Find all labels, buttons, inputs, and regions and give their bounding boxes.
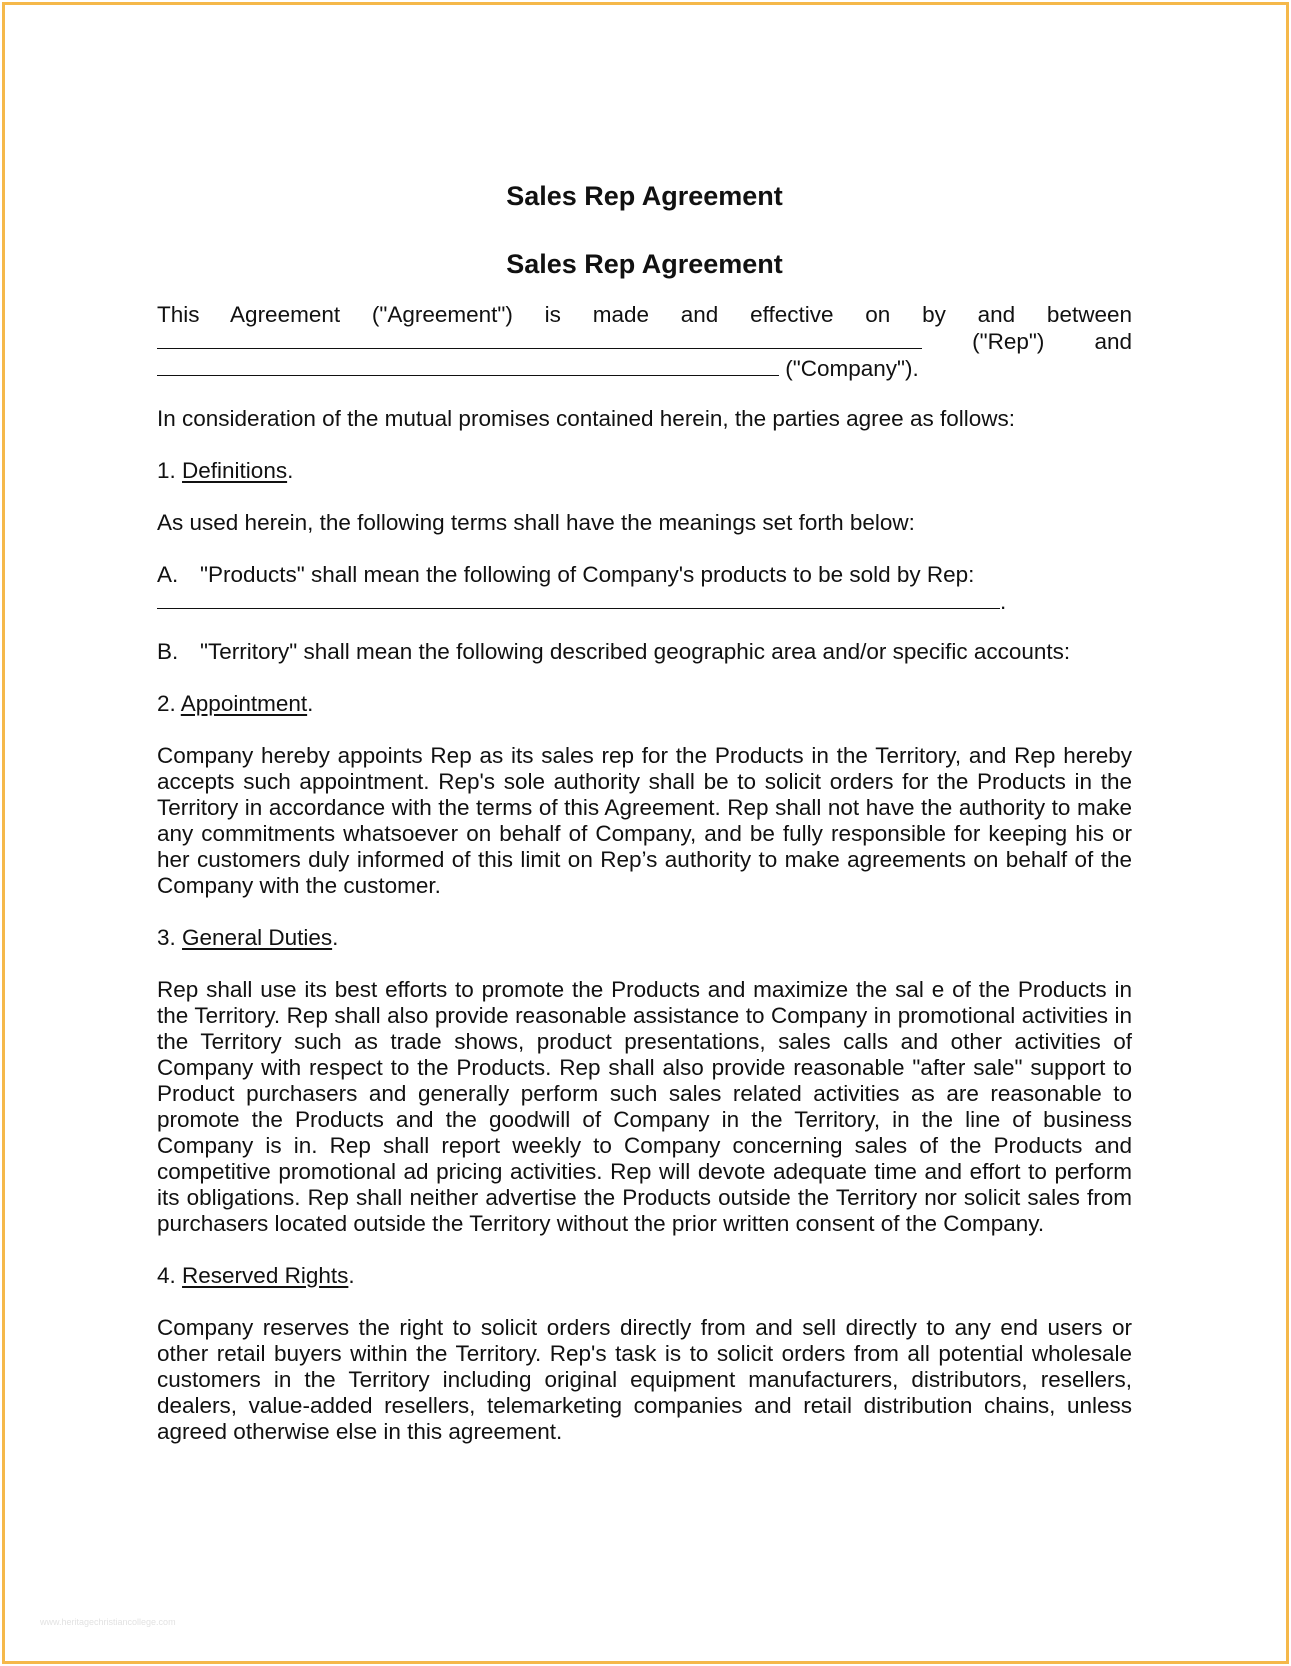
definition-item-territory	[157, 639, 1132, 665]
section-title: General Duties	[182, 925, 333, 950]
definition-text: "Territory" shall mean the following described geographic area and/or specific accounts:	[200, 639, 1071, 664]
products-blank-line	[157, 588, 1132, 615]
document-body	[157, 180, 1132, 1471]
definition-letter: A.	[157, 562, 179, 587]
intro-company-suffix: ("Company").	[779, 356, 919, 381]
intro-company-line	[157, 355, 1132, 382]
general-duties-paragraph: Rep shall use its best efforts to promote the Products and maximize the sal e of the Products in the Territory. Rep shall also provide reasonable assistance to Company in promotional activities in the Territory such as trade shows, product presentations, sales calls and other activities of Company with respect to the Products. Rep shall also provide reasonable "after sale" support to Product purchasers and generally perform such sales related activities as are reasonable to promote the Products and the goodwill of Company in the Territory, in the line of business Company is in. Rep shall report weekly to Company concerning sales of the Products and competitive promotional ad pricing activities. Rep will devote adequate time and effort to perform its obligations. Rep shall neither advertise the Products outside the Territory nor solicit sales from purchasers located outside the Territory without the prior written consent of the Company.	[157, 977, 1132, 1236]
intro-paragraph	[157, 302, 1132, 328]
definition-letter: B.	[157, 639, 179, 664]
consideration-paragraph: In consideration of the mutual promises contained herein, the parties agree as follows:	[157, 406, 1015, 431]
heading-period: .	[307, 691, 314, 716]
section-title: Appointment	[180, 691, 308, 716]
definitions-intro: As used herein, the following terms shall have the meanings set forth below:	[157, 510, 915, 535]
section-number: 4.	[157, 1263, 176, 1288]
section-title: Definitions	[182, 458, 288, 483]
rep-name-blank[interactable]	[157, 328, 922, 349]
heading-period: .	[287, 458, 294, 483]
section-heading-appointment	[157, 691, 1132, 717]
section-number: 2.	[157, 691, 176, 716]
intro-rep-line	[157, 328, 1132, 355]
intro-rep-suffix: ("Rep") and	[972, 329, 1132, 354]
section-number: 3.	[157, 925, 176, 950]
document-title: Sales Rep Agreement	[506, 181, 783, 211]
section-number: 1.	[157, 458, 176, 483]
definition-text: "Products" shall mean the following of Company's products to be sold by Rep:	[200, 562, 975, 587]
intro-line-1: This Agreement ("Agreement") is made and effective on by and between	[157, 302, 1132, 327]
section-heading-general-duties	[157, 925, 1132, 951]
document-subtitle: Sales Rep Agreement	[506, 249, 783, 279]
appointment-paragraph: Company hereby appoints Rep as its sales rep for the Products in the Territory, and Rep hereby accepts such appointment. Rep's sole authority shall be to solicit orders for the Products in the Territory in accordance with the terms of this Agreement. Rep shall not have the authority to make any commitments whatsoever on behalf of Company, and be fully responsible for keeping his or her customers duly informed of this limit on Rep’s authority to make agreements on behalf of the Company with the customer.	[157, 743, 1132, 898]
section-title: Reserved Rights	[182, 1263, 349, 1288]
products-period: .	[1000, 589, 1007, 614]
company-name-blank[interactable]	[157, 355, 779, 376]
heading-period: .	[348, 1263, 355, 1288]
section-heading-definitions	[157, 458, 1132, 484]
heading-period: .	[332, 925, 339, 950]
products-blank[interactable]	[157, 588, 1000, 609]
reserved-rights-paragraph: Company reserves the right to solicit orders directly from and sell directly to any end users or other retail buyers within the Territory. Rep's task is to solicit orders from all potential wholesale customers in the Territory including original equipment manufacturers, distributors, resellers, dealers, value-added resellers, telemarketing companies and retail distribution chains, unless agreed otherwise else in this agreement.	[157, 1315, 1132, 1444]
watermark-text: www.heritagechristiancollege.com	[40, 1617, 176, 1627]
definition-item-products	[157, 562, 1132, 588]
section-heading-reserved-rights	[157, 1263, 1132, 1289]
